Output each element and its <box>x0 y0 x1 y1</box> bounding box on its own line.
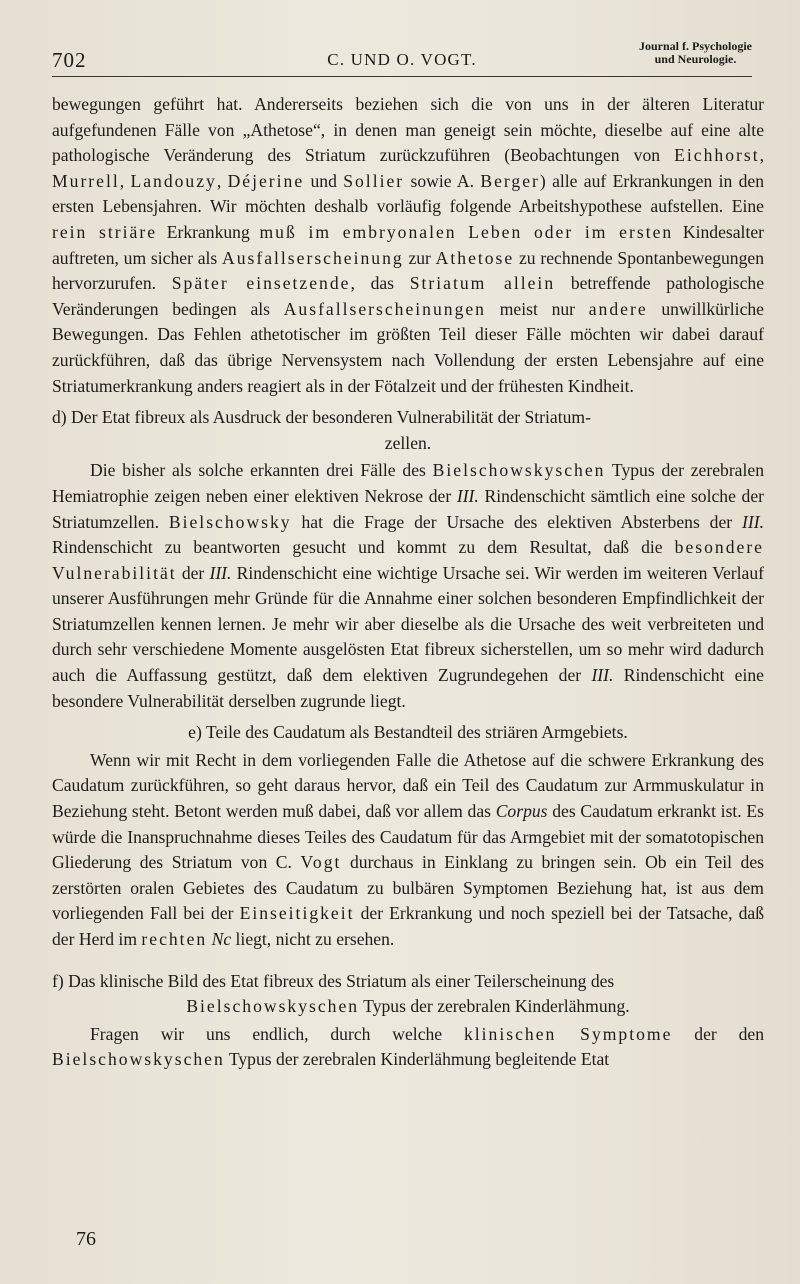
text-run: der <box>176 562 210 583</box>
section-gap <box>52 953 764 963</box>
text-run: hat die Frage der Ursache des elektiven Absterbens der <box>291 511 743 532</box>
paragraph-continuation <box>52 92 764 399</box>
text-run: Typus der zerebralen Hemiatrophie zeigen neben einer elektiven Nekrose der <box>52 460 764 506</box>
text-run: , <box>759 145 764 166</box>
author-name: Landouzy <box>130 170 217 191</box>
journal-line-2: und Neurologie. <box>654 52 737 66</box>
emphasis: Später einsetzende <box>171 273 351 294</box>
text-run: Erkrankung <box>157 221 260 242</box>
emphasis: Athetose <box>435 247 515 268</box>
text-run: Rindenschicht eine besondere Vulnerabilität derselben zugrunde liegt. <box>52 665 764 711</box>
heading-line: zellen. <box>384 432 432 453</box>
heading-line: e) Teile des Caudatum als Bestandteil des striären Armgebiets. <box>188 722 628 743</box>
text-run: bewegungen geführt hat. Andererseits beziehen sich die von uns in der älteren Literatur aufgefundenen Fälle von „Athetose“, in denen man geneigt sein möchte, dieselbe auf eine alte pathologische Veränderung des Striatum zurückzuführen (Beobachtungen von <box>52 94 764 166</box>
text-run: des Caudatum erkrankt ist. Es würde die Inanspruchnahme dieses Teiles des Caudatum für das Armgebiet mit der somatotopischen Gliederung des Striatum von C. <box>52 801 764 873</box>
text-run: Rindenschicht eine wichtige Ursache sei. Wir werden im weiteren Verlauf unserer Ausführungen mehr Gründe für die Annahme einer solchen besonderen Empfindlichkeit der Striatumzellen kennen lernen. Je mehr wir aber dieselbe als die Ursache des weit verbreiteten und durch sehr verschiedene Momente ausgelösten Etat fibreux sicherstellen, um so mehr wird dadurch auch die Auffassung gestützt, daß dem elektiven Zugrundegehen der <box>52 562 764 686</box>
section-heading-f <box>52 969 764 1020</box>
italic-term: Corpus <box>495 801 548 822</box>
text-run: Typus der zerebralen Kinderlähmung begleitende Etat <box>224 1049 610 1070</box>
section-heading-d <box>52 405 764 456</box>
text-run: ) alle auf Erkrankungen in den ersten Lebensjahren. Wir möchten deshalb vorläufig folgende Arbeitshypothese aufstellen. Eine <box>52 170 765 217</box>
body-text <box>52 92 764 1073</box>
italic-numeral: III. <box>456 485 479 506</box>
italic-term: Nc <box>211 929 232 949</box>
emphasis: rechten <box>141 929 208 949</box>
emphasis: andere <box>588 298 648 319</box>
text-run: sowie A. <box>404 170 481 191</box>
section-heading-e <box>52 720 764 746</box>
text-run: Fragen wir uns endlich, durch welche <box>90 1023 464 1044</box>
emphasis: Striatum allein <box>409 273 556 294</box>
text-run: der den <box>672 1023 764 1044</box>
heading-line: d) Der Etat fibreux als Ausdruck der besonderen Vulnerabilität der Striatum- <box>52 407 591 428</box>
emphasis: muß im embryonalen Leben oder im ersten <box>259 221 674 242</box>
text-run: Kindesalter auftreten, um sicher als <box>52 221 765 268</box>
author-name: Bielschowsky <box>168 511 292 532</box>
emphasis: besondere Vulnerabilität <box>52 537 764 583</box>
italic-numeral: III. <box>742 511 764 532</box>
paragraph-d <box>52 458 764 714</box>
author-name: Bielschowskyschen <box>186 996 360 1017</box>
text-run: Rindenschicht sämtlich eine solche der Striatumzellen. <box>52 485 764 532</box>
author-name: Déjerine <box>227 170 305 191</box>
text-run: zur <box>403 247 436 268</box>
text-run: durchaus in Einklang zu bringen sein. Ob ein Teil des zerstörten oralen Gebietes des Caudatum zu bulbären Symptomen Beziehung hat, ist aus dem vorliegenden Fall bei der <box>52 852 764 924</box>
author-name: Sollier <box>343 170 405 191</box>
text-run: , <box>216 170 228 191</box>
text-run: liegt, nicht zu ersehen. <box>231 929 395 949</box>
page-number: 702 <box>52 48 87 72</box>
author-name: Vogt <box>300 852 342 873</box>
text-run: Wenn wir mit Recht in dem vorliegenden Falle die Athetose auf die schwere Erkrankung des Caudatum zurückführen, so geht daraus hervor, daß ein Teil des Caudatum zur Armmuskulatur in Beziehung steht. Betont werden muß dabei, daß vor allem das <box>52 749 764 822</box>
text-run: und <box>304 170 344 191</box>
author-name: Berger <box>480 170 540 191</box>
signature-mark: 76 <box>76 1228 96 1250</box>
author-name: Eichhorst <box>674 145 760 166</box>
author-name: Bielschowskyschen <box>432 460 606 481</box>
running-header <box>52 38 752 77</box>
emphasis: rein striäre <box>52 221 158 242</box>
heading-line: Typus der zerebralen Kinderlähmung. <box>359 996 630 1017</box>
journal-line-1: Journal f. Psychologie <box>639 39 752 53</box>
paragraph-f <box>52 1022 764 1073</box>
text-run: , das <box>350 273 410 294</box>
author-name: Bielschowskyschen <box>52 1049 225 1070</box>
text-run: der Erkrankung und noch speziell bei der Tatsache, daß der Herd im <box>52 903 764 949</box>
emphasis: Ausfallserscheinung <box>222 247 404 268</box>
emphasis: Ausfallserscheinungen <box>283 298 486 319</box>
text-run: unwillkürliche Bewegungen. Das Fehlen athetotischer im größten Teil dieser Fälle möchten wir dabei darauf zurückführen, daß das übrige Nervensystem nach Vollendung der ersten Lebensjahre auf eine Striatumerkrankung anders reagiert als in der Fötalzeit und der frühesten Kindheit. <box>52 298 764 396</box>
text-run: betreffende pathologische Veränderungen bedingen als <box>52 273 765 319</box>
italic-numeral: III. <box>591 665 614 686</box>
emphasis: Einseitigkeit <box>239 903 355 924</box>
paragraph-e <box>52 748 764 953</box>
heading-line: f) Das klinische Bild des Etat fibreux des Striatum als einer Teilerscheinung des <box>52 970 615 991</box>
author-name: Murrell <box>52 170 120 191</box>
text-run: zu rechnende Spontanbewegungen hervorzurufen. <box>52 247 764 294</box>
text-run: , <box>119 170 131 191</box>
running-title: C. UND O. VOGT. <box>327 50 477 69</box>
journal-name <box>639 40 752 66</box>
emphasis: klinischen Symptome <box>463 1023 673 1044</box>
text-run: Rindenschicht zu beantworten gesucht und kommt zu dem Resultat, daß die <box>52 537 675 558</box>
text-run: meist nur <box>485 298 589 319</box>
italic-numeral: III. <box>209 562 232 583</box>
text-run: Die bisher als solche erkannten drei Fälle des <box>90 460 433 481</box>
